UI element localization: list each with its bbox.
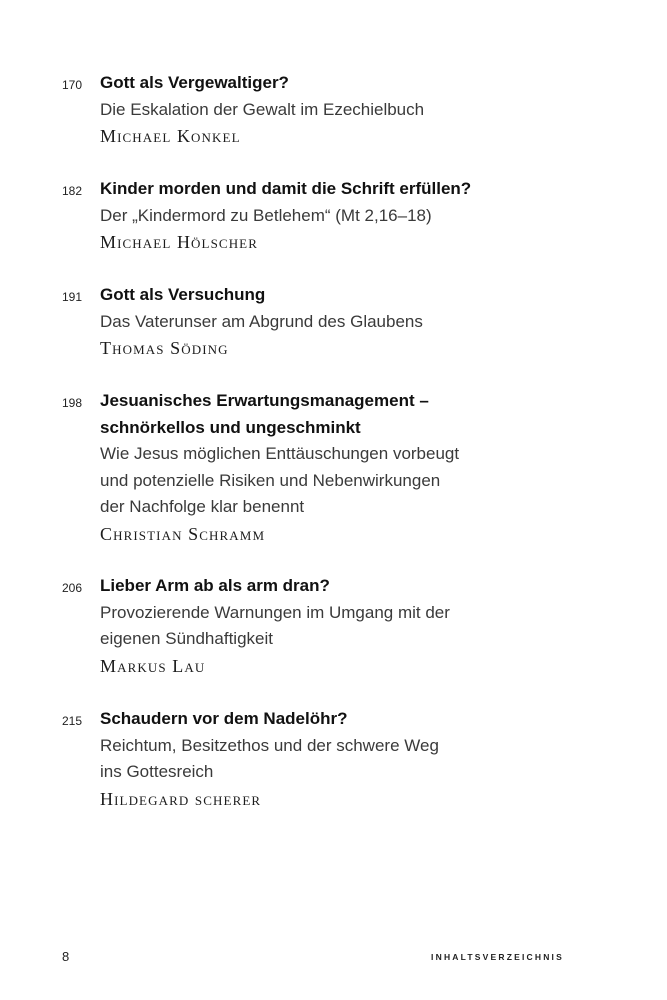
- entry-title: Kinder morden und damit die Schrift erfüllen?: [100, 179, 472, 198]
- entry-subtitle: Das Vaterunser am Abgrund des Glaubens: [100, 311, 423, 331]
- entry-subtitle: Wie Jesus möglichen Enttäuschungen vorbeugt: [100, 444, 460, 463]
- entry-subtitle: Reichtum, Besitzethos und der schwere Weg: [100, 735, 439, 755]
- entry-body: [100, 573, 620, 679]
- entry-title: Gott als Vergewaltiger?: [100, 73, 289, 92]
- entry-subtitle-continued: und potenzielle Risiken und Nebenwirkungen: [100, 470, 441, 490]
- entry-page-number: 182: [62, 184, 83, 198]
- entry-title: Jesuanisches Erwartungsmanagement –: [100, 391, 429, 410]
- entry-subtitle: Provozierende Warnungen im Umgang mit der: [100, 602, 450, 622]
- entry-subtitle: Die Eskalation der Gewalt im Ezechielbuch: [100, 99, 425, 119]
- entry-body: [100, 282, 620, 362]
- entry-title: Lieber Arm ab als arm dran?: [100, 576, 330, 595]
- entry-subtitle-continued: ins Gottesreich: [100, 762, 214, 781]
- entry-author: Hildegard scherer: [100, 788, 262, 809]
- entry-author: Christian Schramm: [100, 523, 266, 544]
- entry-author: Michael Hölscher: [100, 232, 258, 252]
- footer-section-title: INHALTSVERZEICHNIS: [431, 952, 564, 962]
- entry-body: [100, 70, 620, 150]
- entry-author: Markus Lau: [100, 655, 206, 676]
- entry-page-number: 206: [62, 581, 83, 595]
- entry-title: Gott als Versuchung: [100, 285, 266, 304]
- entry-subtitle: Der „Kindermord zu Betlehem“ (Mt 2,16–18): [100, 205, 432, 225]
- entry-body: [100, 706, 620, 812]
- entry-title-continued: schnörkellos und ungeschminkt: [100, 417, 361, 437]
- entry-page-number: 170: [62, 78, 83, 92]
- entry-page-number: 191: [62, 290, 83, 304]
- entry-page-number: 215: [62, 714, 83, 728]
- entry-subtitle-continued: eigenen Sündhaftigkeit: [100, 629, 273, 648]
- entry-body: [100, 176, 620, 256]
- entry-page-number: 198: [62, 396, 83, 410]
- entry-body: [100, 388, 620, 547]
- entry-author: Thomas Söding: [100, 338, 229, 358]
- entry-author: Michael Konkel: [100, 126, 241, 146]
- entry-title: Schaudern vor dem Nadelöhr?: [100, 709, 348, 728]
- footer-page-number: 8: [62, 949, 70, 964]
- entry-subtitle-continued: der Nachfolge klar benennt: [100, 497, 305, 516]
